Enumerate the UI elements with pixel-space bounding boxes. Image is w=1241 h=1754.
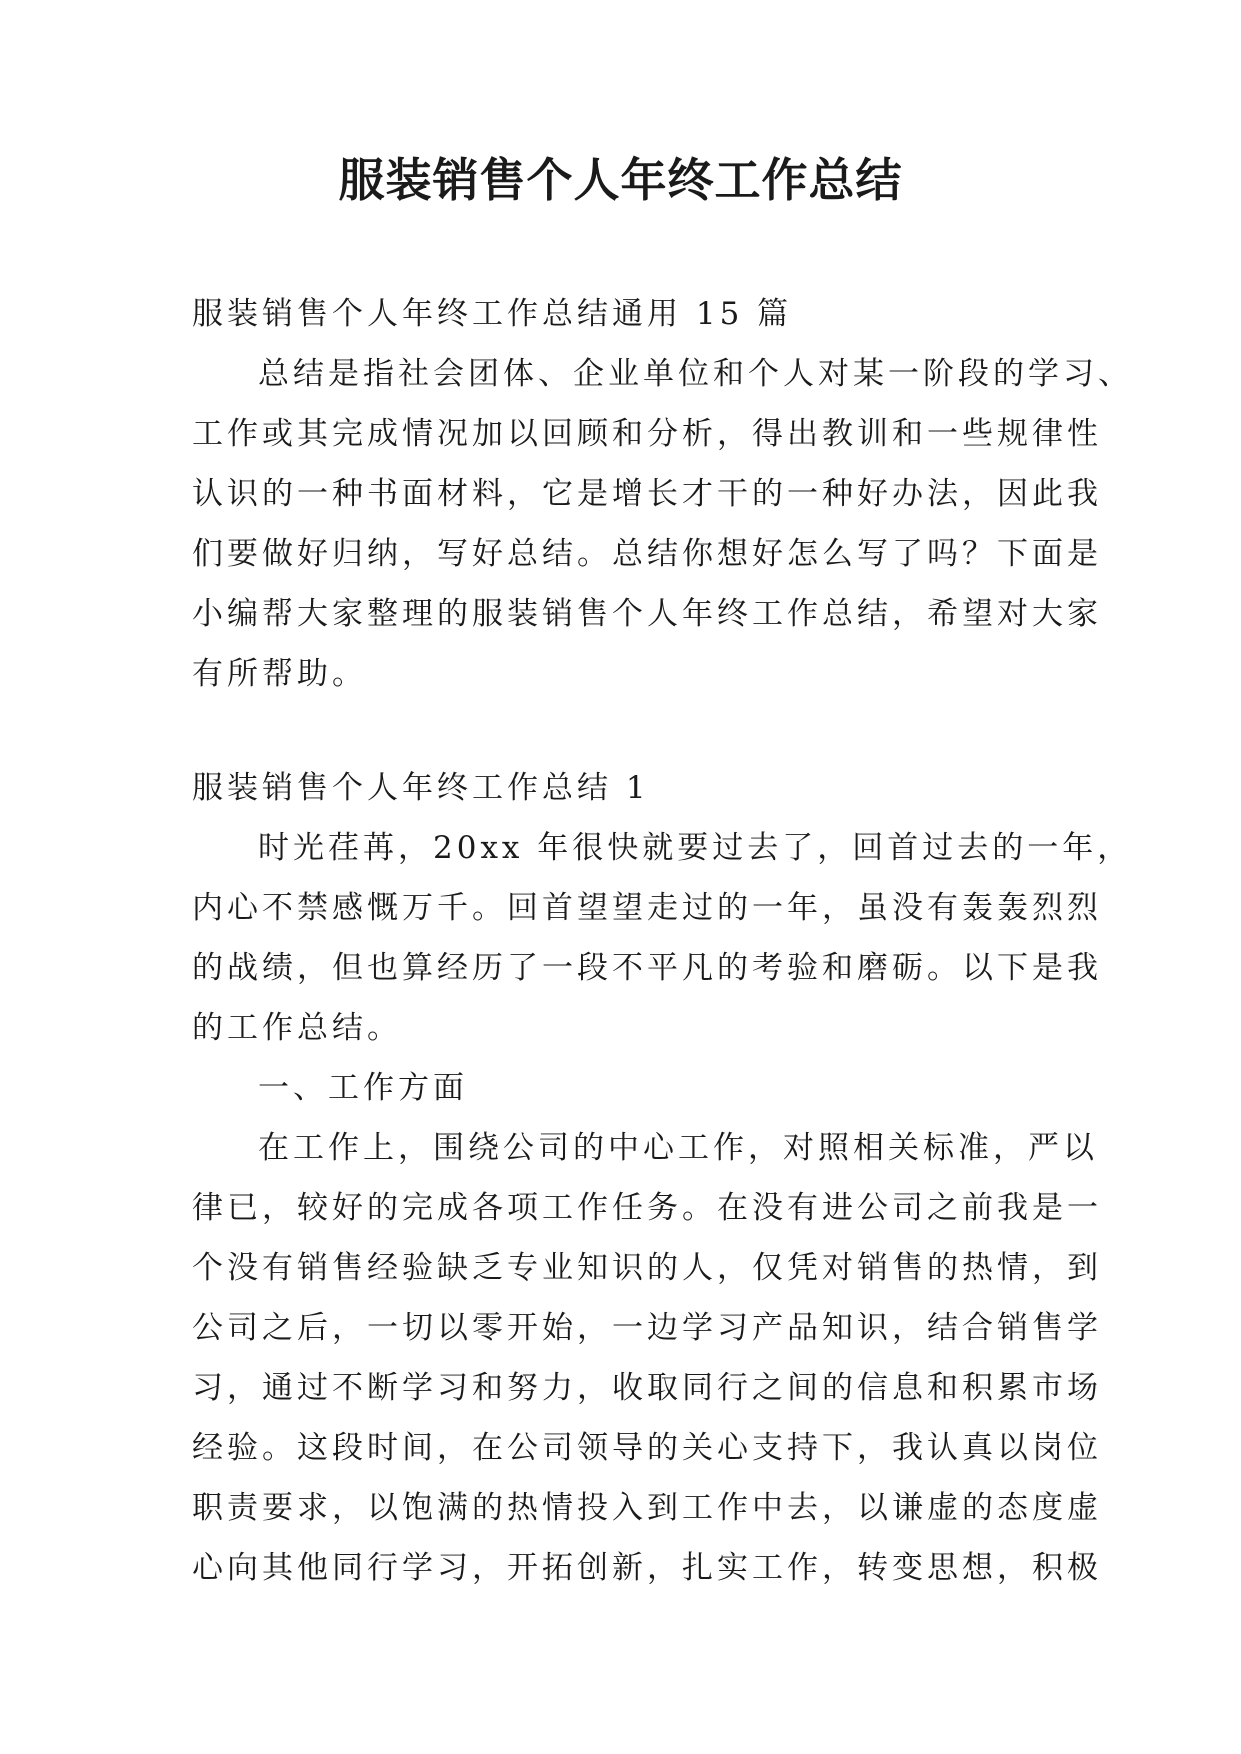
paragraph-line: 在工作上，围绕公司的中心工作，对照相关标准，严以 [258, 1130, 1098, 1166]
paragraph-line: 的工作总结。 [192, 1010, 402, 1046]
paragraph-line: 内心不禁感慨万千。回首望望走过的一年，虽没有轰轰烈烈 [192, 890, 1102, 926]
section-heading: 服装销售个人年终工作总结 1 [192, 770, 650, 806]
document-body [192, 284, 1133, 1598]
paragraph-line: 小编帮大家整理的服装销售个人年终工作总结，希望对大家 [192, 596, 1102, 632]
paragraph-line: 律已，较好的完成各项工作任务。在没有进公司之前我是一 [192, 1190, 1102, 1226]
section-paragraph [192, 1118, 1102, 1598]
document-subtitle: 服装销售个人年终工作总结通用 15 篇 [192, 296, 793, 332]
paragraph-line: 总结是指社会团体、企业单位和个人对某一阶段的学习、 [258, 356, 1133, 392]
paragraph-spacer [192, 704, 1052, 758]
paragraph-line: 时光荏苒，20xx 年很快就要过去了，回首过去的一年， [258, 830, 1133, 866]
paragraph-line: 个没有销售经验缺乏专业知识的人，仅凭对销售的热情，到 [192, 1250, 1102, 1286]
paragraph-line: 认识的一种书面材料，它是增长才干的一种好办法，因此我 [192, 476, 1102, 512]
paragraph-line: 心向其他同行学习，开拓创新，扎实工作，转变思想，积极 [192, 1550, 1102, 1586]
paragraph-line: 有所帮助。 [192, 656, 367, 692]
paragraph-line: 经验。这段时间，在公司领导的关心支持下，我认真以岗位 [192, 1430, 1102, 1466]
page-title: 服装销售个人年终工作总结 [338, 153, 903, 207]
paragraph-line: 的战绩，但也算经历了一段不平凡的考验和磨砺。以下是我 [192, 950, 1102, 986]
paragraph-line: 们要做好归纳，写好总结。总结你想好怎么写了吗？下面是 [192, 536, 1102, 572]
intro-paragraph [192, 344, 1133, 704]
paragraph-line: 职责要求，以饱满的热情投入到工作中去，以谦虚的态度虚 [192, 1490, 1102, 1526]
subsection-heading: 一、工作方面 [258, 1070, 468, 1106]
paragraph-line: 公司之后，一切以零开始，一边学习产品知识，结合销售学 [192, 1310, 1102, 1346]
paragraph-line: 工作或其完成情况加以回顾和分析，得出教训和一些规律性 [192, 416, 1102, 452]
paragraph-line: 习，通过不断学习和努力，收取同行之间的信息和积累市场 [192, 1370, 1102, 1406]
section-paragraph [192, 818, 1133, 1058]
